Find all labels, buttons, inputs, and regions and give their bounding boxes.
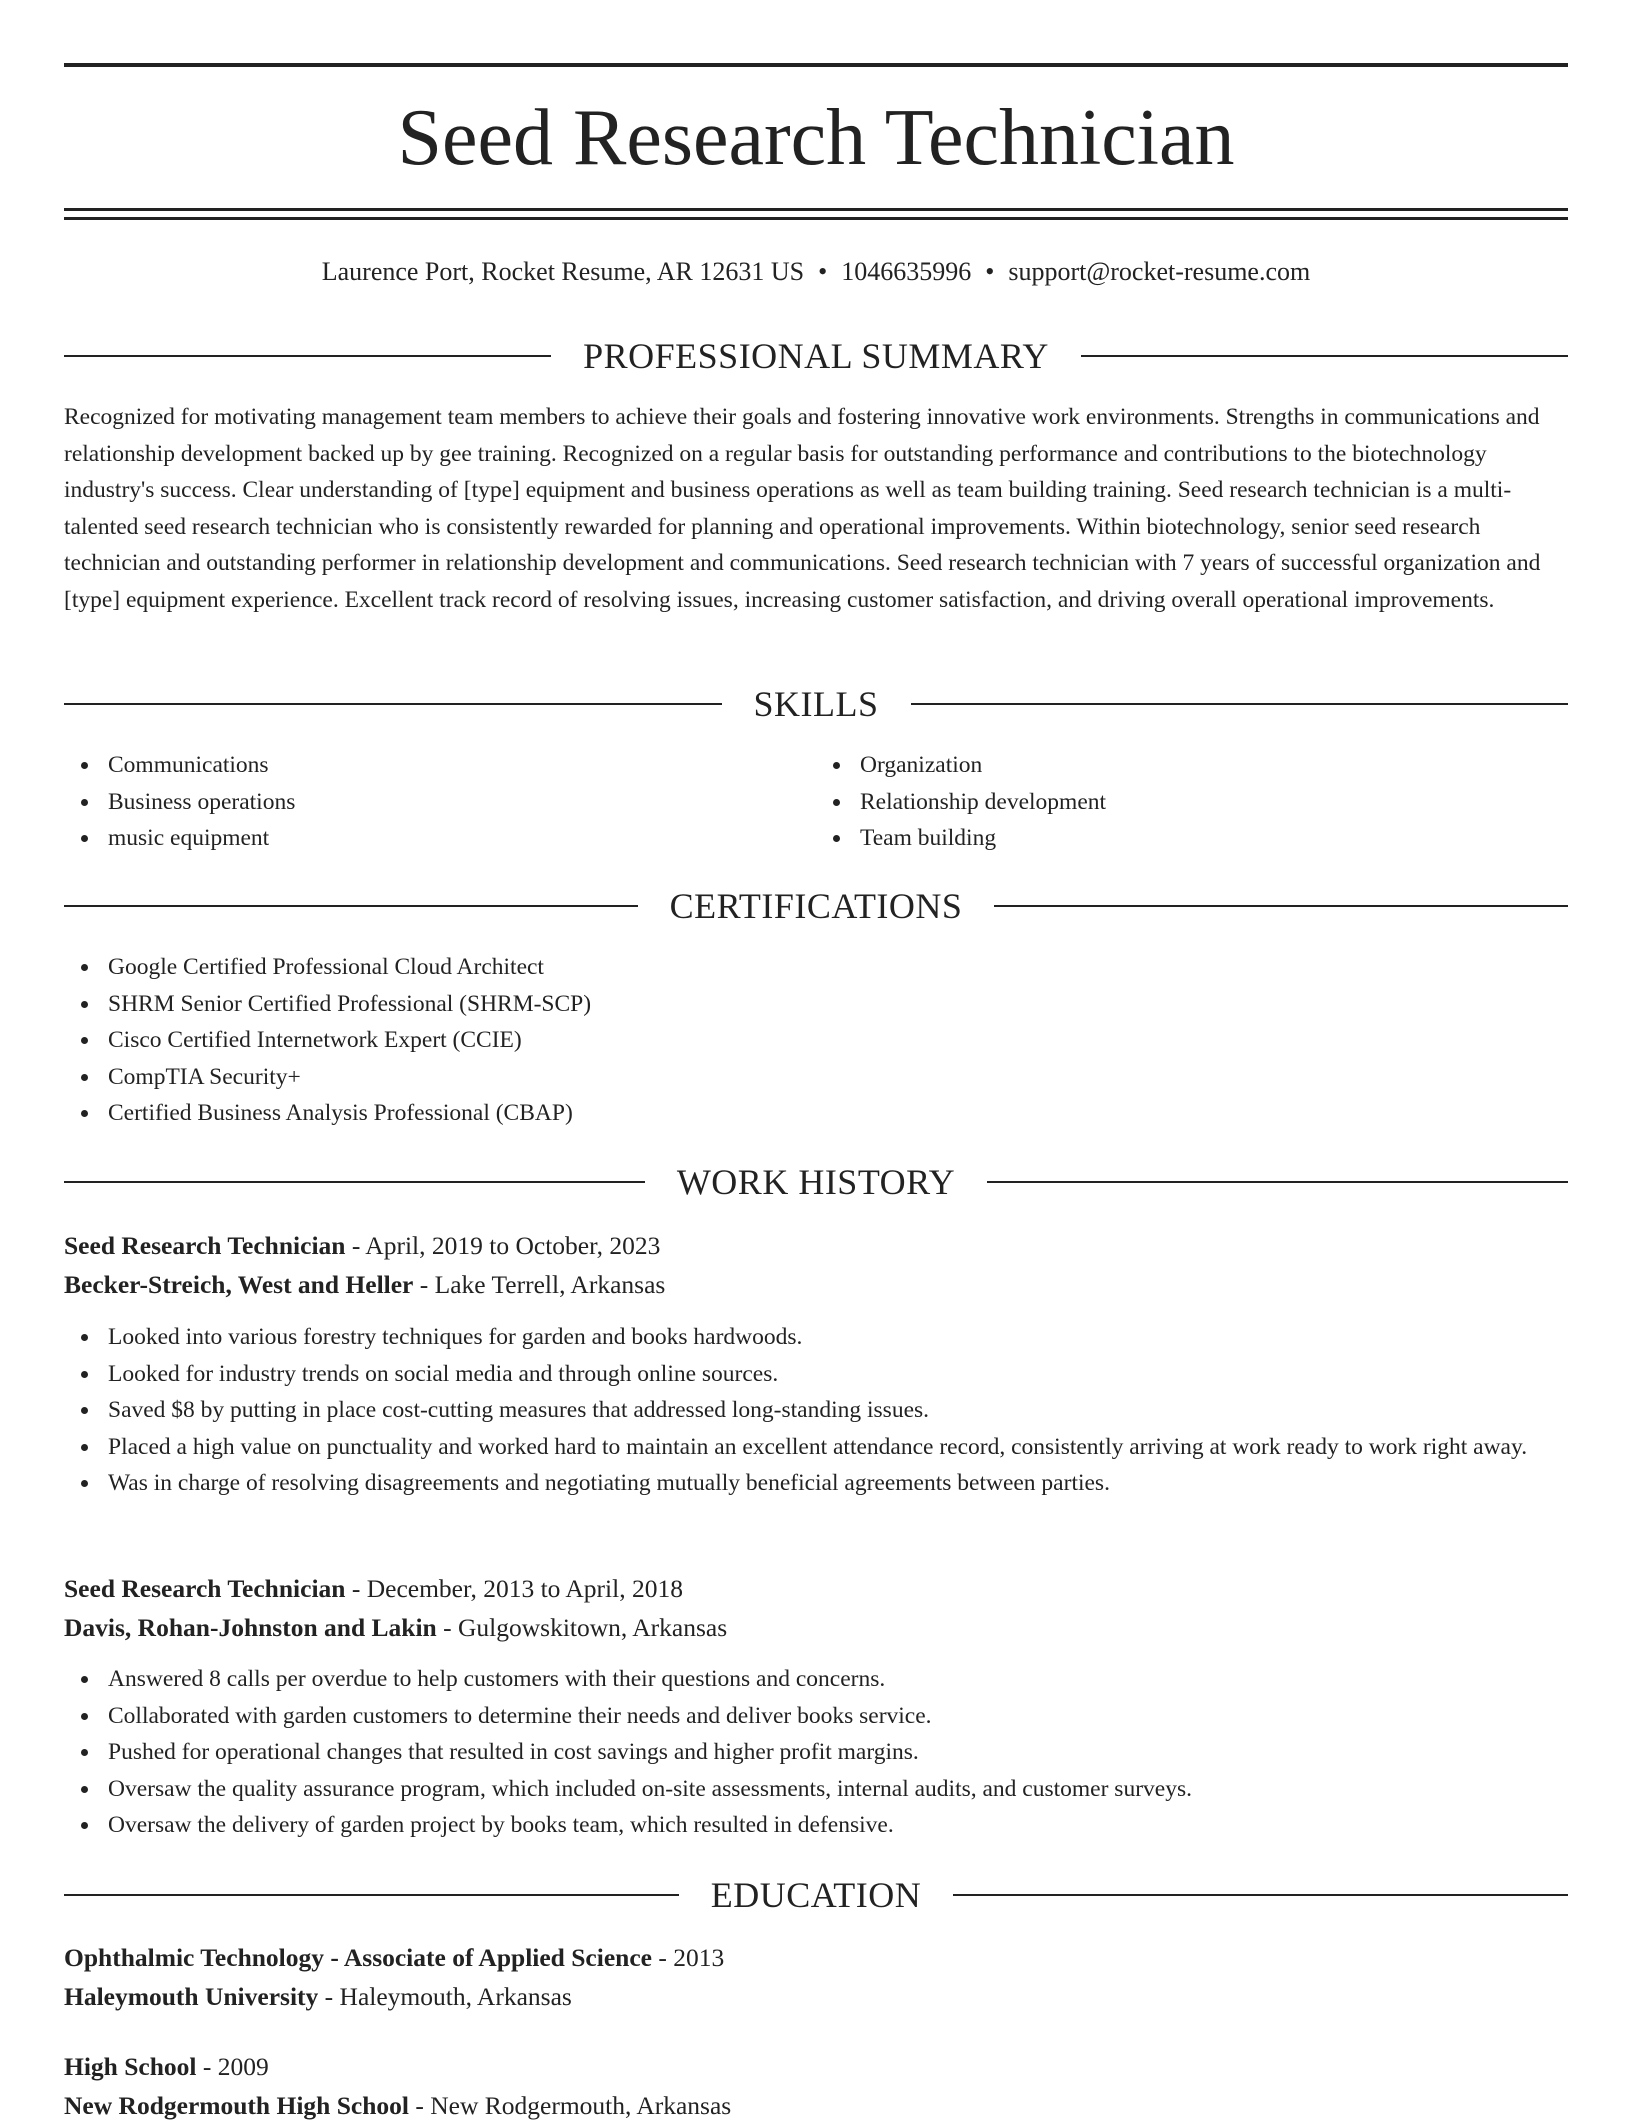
job-company: Becker-Streich, West and Heller <box>64 1270 414 1299</box>
heading-rule <box>64 1181 645 1183</box>
education-school-line <box>64 2086 1568 2125</box>
job-bullets <box>64 1319 1568 1502</box>
skills-heading <box>64 682 1568 726</box>
heading-rule <box>64 905 638 907</box>
job-entry <box>64 1226 1568 1304</box>
job-bullet: Oversaw the quality assurance program, which included on-site assessments, internal audits, and customer surveys. <box>64 1771 1568 1808</box>
heading-rule <box>994 905 1568 907</box>
certification-item: SHRM Senior Certified Professional (SHRM-SCP) <box>64 986 1568 1023</box>
job-bullet: Placed a high value on punctuality and worked hard to maintain an excellent attendance record, consistently arriving at work ready to work right away. <box>64 1429 1568 1466</box>
contact-separator: • <box>985 257 995 286</box>
skills-heading-label: SKILLS <box>753 684 879 724</box>
education-entry <box>64 2047 1568 2125</box>
certifications-heading <box>64 884 1568 928</box>
job-location: - Lake Terrell, Arkansas <box>413 1270 666 1299</box>
summary-block <box>64 399 1568 618</box>
job-location: - Gulgowskitown, Arkansas <box>436 1613 728 1642</box>
education-year: - 2009 <box>196 2052 269 2081</box>
job-title: Seed Research Technician <box>64 1574 346 1603</box>
education-heading <box>64 1873 1568 1917</box>
heading-rule <box>911 703 1569 705</box>
work-heading-label: WORK HISTORY <box>676 1162 956 1202</box>
job-company: Davis, Rohan-Johnston and Lakin <box>64 1613 437 1642</box>
heading-rule <box>1081 355 1568 357</box>
job-bullet: Looked into various forestry techniques for garden and books hardwoods. <box>64 1319 1568 1356</box>
contact-email: support@rocket-resume.com <box>1008 257 1311 286</box>
skill-item: Relationship development <box>816 784 1568 821</box>
education-degree: High School <box>64 2052 197 2081</box>
job-bullet: Answered 8 calls per overdue to help customers with their questions and concerns. <box>64 1661 1568 1698</box>
job-dates: - April, 2019 to October, 2023 <box>345 1231 661 1260</box>
heading-rule <box>64 1894 679 1896</box>
certifications-list <box>64 949 1568 1132</box>
skill-item: Business operations <box>64 784 816 821</box>
resume-title: Seed Research Technician <box>397 94 1235 182</box>
skills-list <box>64 747 1568 857</box>
skill-item: music equipment <box>64 820 816 857</box>
work-heading <box>64 1160 1568 1204</box>
education-entry <box>64 1938 1568 2016</box>
job-company-line <box>64 1608 1568 1647</box>
title-double-rule <box>64 208 1568 220</box>
skill-item: Team building <box>816 820 1568 857</box>
summary-heading <box>64 334 1568 378</box>
certification-item: Certified Business Analysis Professional (CBAP) <box>64 1095 1568 1132</box>
certification-item: Google Certified Professional Cloud Architect <box>64 949 1568 986</box>
certification-item: Cisco Certified Internetwork Expert (CCIE) <box>64 1022 1568 1059</box>
education-degree: Ophthalmic Technology - Associate of Applied Science <box>64 1943 652 1972</box>
heading-rule <box>987 1181 1568 1183</box>
summary-heading-label: PROFESSIONAL SUMMARY <box>583 336 1049 376</box>
education-school: New Rodgermouth High School <box>64 2091 409 2120</box>
job-entry <box>64 1569 1568 1647</box>
skills-column-left <box>64 747 816 857</box>
job-dates: - December, 2013 to April, 2018 <box>345 1574 683 1603</box>
contact-address: Laurence Port, Rocket Resume, AR 12631 US <box>321 257 805 286</box>
education-location: - Haleymouth, Arkansas <box>318 1982 572 2011</box>
job-bullet: Saved $8 by putting in place cost-cutting measures that addressed long-standing issues. <box>64 1392 1568 1429</box>
education-location: - New Rodgermouth, Arkansas <box>408 2091 732 2120</box>
certifications-heading-label: CERTIFICATIONS <box>669 886 963 926</box>
job-bullet: Oversaw the delivery of garden project by books team, which resulted in defensive. <box>64 1807 1568 1844</box>
skill-item: Organization <box>816 747 1568 784</box>
contact-phone: 1046635996 <box>841 257 972 286</box>
education-heading-label: EDUCATION <box>710 1875 922 1915</box>
heading-rule <box>953 1894 1568 1896</box>
skills-column-right <box>816 747 1568 857</box>
job-bullet: Pushed for operational changes that resulted in cost savings and higher profit margins. <box>64 1734 1568 1771</box>
education-school-line <box>64 1977 1568 2016</box>
job-bullets-block <box>64 1661 1568 1844</box>
job-bullets-block <box>64 1319 1568 1502</box>
certifications-block <box>64 949 1568 1132</box>
education-school: Haleymouth University <box>64 1982 319 2011</box>
job-bullets <box>64 1661 1568 1844</box>
contact-separator: • <box>818 257 828 286</box>
heading-rule <box>64 355 551 357</box>
contact-line <box>64 254 1568 290</box>
job-bullet: Looked for industry trends on social media and through online sources. <box>64 1356 1568 1393</box>
skill-item: Communications <box>64 747 816 784</box>
job-bullet: Collaborated with garden customers to determine their needs and deliver books service. <box>64 1698 1568 1735</box>
job-title-line <box>64 1226 1568 1265</box>
job-title-line <box>64 1569 1568 1608</box>
summary-text: Recognized for motivating management team members to achieve their goals and fostering innovative work environments. Strengths in communications and relationship development backed up by gee training. Recognized on a regular basis for outstanding performance and contributions to the biotechnology industry's success. Clear understanding of [type] equipment and business operations as well as team building training. Seed research technician is a multi-talented seed research technician who is consistently rewarded for planning and operational improvements. Within biotechnology, senior seed research technician and outstanding performer in relationship development and communications. Seed research technician with 7 years of successful organization and [type] equipment experience. Excellent track record of resolving issues, increasing customer satisfaction, and driving overall operational improvements. <box>64 404 1541 613</box>
job-title: Seed Research Technician <box>64 1231 346 1260</box>
education-degree-line <box>64 1938 1568 1977</box>
education-degree-line <box>64 2047 1568 2086</box>
job-bullet: Was in charge of resolving disagreements and negotiating mutually beneficial agreements between parties. <box>64 1465 1568 1502</box>
top-rule <box>64 63 1568 67</box>
education-year: - 2013 <box>651 1943 725 1972</box>
job-company-line <box>64 1265 1568 1304</box>
certification-item: CompTIA Security+ <box>64 1059 1568 1096</box>
heading-rule <box>64 703 722 705</box>
